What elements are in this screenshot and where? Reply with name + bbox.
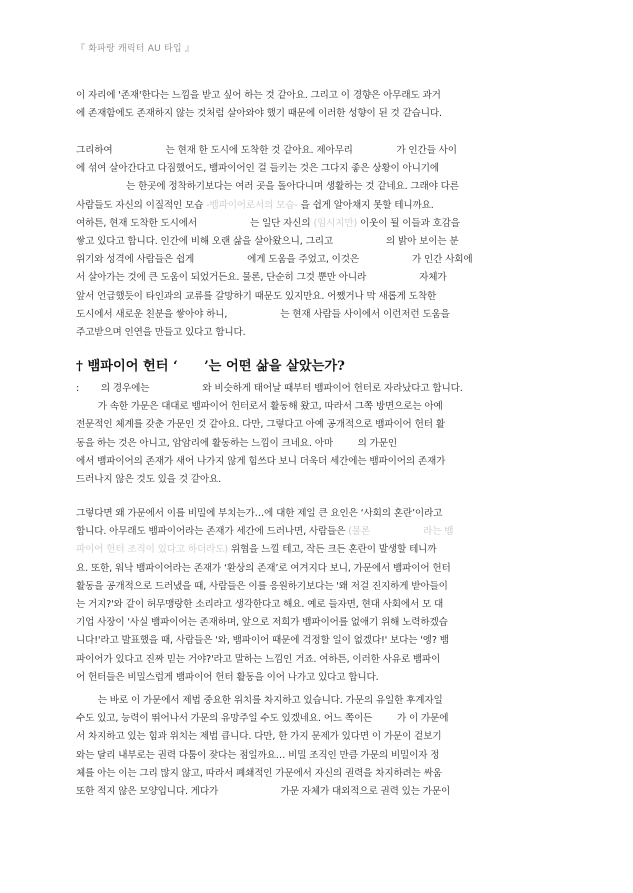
text-line: 주고받으며 인연을 만들고 있다고 합니다.: [76, 327, 246, 339]
text-line: 가 속한 가문은 대대로 뱀파이어 헌터로서 활동해 왔고, 따라서 그쪽 방면으로는 아예: [76, 401, 443, 413]
paragraph-family-position: [76, 692, 558, 801]
text-segment: 위협을 느낄 테고, 작든 크든 혼란이 발생할 테니까: [227, 544, 437, 556]
text-line: 요. 또한, 워낙 뱀파이어라는 존재가 ‘환상의 존재’로 여겨지다 보니, 가문에서 뱀파이어 헌터: [76, 562, 451, 574]
text-line: 파이어가 있다고 진짜 믿는 거야?'라고 말하는 느낌인 거죠. 여하튼, 이러한 사유로 뱀파이: [76, 653, 441, 665]
faded-aside: (물론 라는 뱀: [348, 526, 454, 538]
section-heading: † 뱀파이어 헌터 ‘ ’는 어떤 삶을 살았는가?: [76, 359, 345, 374]
text-line: 위기와 성격에 사람들은 쉽게 에게 도움을 주었고, 이것은 가 인간 사회에: [76, 254, 473, 266]
text-line: 에서 뱀파이어의 존재가 새어 나가지 않게 힘쓰다 보니 더욱더 세간에는 뱀파이어의 존재가: [76, 455, 446, 467]
text-line: 활동을 공개적으로 드러냈을 때, 사람들은 이를 응원하기보다는 '왜 저걸 진지하게 받아들이: [76, 580, 448, 592]
text-line: 는 한곳에 정착하기보다는 여러 곳을 돌아다니며 생활하는 것 같네요. 그래야 다른: [76, 181, 459, 193]
text-line: [76, 523, 558, 541]
text-line: 는 바로 이 가문에서 제법 중요한 위치를 차지하고 있습니다. 가문의 유일한 후계자일: [76, 695, 443, 706]
text-line: [76, 197, 558, 215]
faded-aside: (임시지만): [313, 217, 358, 229]
text-line: 드러나지 않은 것도 있을 것 같아요.: [76, 474, 222, 486]
text-segment: 을 쉽게 알아채지 못할 테니까요.: [297, 199, 434, 211]
text-line: 체를 아는 이는 그리 많지 않고, 따라서 폐쇄적인 가문에서 자신의 권력을 차지하려는 싸움: [76, 767, 442, 779]
faded-aside: 파이어 헌터 조직이 있다고 하더라도): [76, 544, 228, 556]
text-line: 는 거지?'와 같이 허무맹랑한 소리라고 생각한다고 해요. 예로 들자면, 현대 사회에서 모 대: [76, 599, 444, 611]
text-line: [76, 541, 558, 559]
paragraph-hunter-family: [76, 380, 558, 489]
text-line: 쌓고 있다고 합니다. 인간에 비해 오랜 삶을 살아왔으니, 그리고 의 밝아 보이는 분: [76, 236, 459, 248]
text-line: [76, 215, 558, 233]
text-line: 이 자리에 '존재'한다는 느낌을 받고 싶어 하는 것 같아요. 그리고 이 경향은 아무래도 과거: [76, 90, 441, 101]
paragraph-city-arrival: [76, 142, 558, 342]
faded-aside: -뱀파이어로서의 모습-: [206, 199, 298, 211]
text-segment: 합니다. 아무래도 뱀파이어라는 존재가 세간에 드러나면, 사람들은: [76, 526, 349, 538]
paragraph-secrecy: [76, 505, 558, 687]
page-header: 『 화파랑 캐릭터 AU 타입 』: [76, 44, 195, 54]
text-line: 그렇다면 왜 가문에서 이를 비밀에 부치는가…에 대한 제일 큰 요인은 ‘사회의 혼란’이라고: [76, 508, 443, 519]
paragraph-intro: [76, 87, 558, 123]
text-line: 서 차지하고 있는 힘과 위치는 제법 큽니다. 다만, 한 가지 문제가 있다면 이 가문이 겉보기: [76, 731, 442, 743]
text-line: 와는 달리 내부로는 권력 다툼이 잦다는 점일까요… 비밀 조직인 만큼 가문의 비밀이자 정: [76, 749, 440, 761]
text-line: 그리하여 는 현재 한 도시에 도착한 것 같아요. 제아무리 가 인간들 사이: [76, 145, 457, 156]
text-line: 에 섞여 살아간다고 다짐했어도, 뱀파이어인 걸 들키는 것은 그다지 좋은 상황이 아니기에: [76, 163, 440, 175]
text-line: : 의 경우에는 와 비슷하게 태어날 때부터 뱀파이어 헌터로 자라났다고 합니다.: [76, 383, 463, 394]
text-line: 서 살아가는 것에 큰 도움이 되었거든요. 물론, 단순히 그것 뿐만 아니라 자체가: [76, 272, 447, 284]
text-line: 어 헌터들은 비밀스럽게 뱀파이어 헌터 활동을 이어 나가고 있다고 합니다.: [76, 671, 379, 683]
text-line: 전문적인 체계를 갖춘 가문인 것 같아요. 다만, 그렇다고 아예 공개적으로 뱀파이어 헌터 활: [76, 419, 445, 431]
text-line: 기업 사장이 '사실 뱀파이어는 존재하며, 앞으로 저희가 뱀파이어를 없애기 위해 노력하겠습: [76, 617, 448, 629]
text-line: 니다!'라고 발표했을 때, 사람들은 '와, 뱀파이어 때문에 걱정할 일이 없겠다!' 보다는 '엥? 뱀: [76, 635, 449, 647]
text-line: 수도 있고, 능력이 뛰어나서 가문의 유망주일 수도 있겠네요. 어느 쪽이든 가 이 가문에: [76, 713, 449, 725]
text-line: 앞서 언급했듯이 타인과의 교류를 갈망하기 때문도 있지만요. 어쨌거나 막 새롭게 도착한: [76, 290, 437, 302]
text-line: 또한 적지 않은 모양입니다. 게다가 가문 자체가 대외적으로 권력 있는 가문이: [76, 786, 451, 798]
text-segment: 여하튼, 현재 도착한 도시에서 는 일단 자신의: [76, 217, 314, 229]
text-line: 에 존재함에도 존재하지 않는 것처럼 살아와야 했기 때문에 이러한 성향이 된 것 같습니다.: [76, 108, 442, 120]
text-segment: 이웃이 될 이들과 호감을: [357, 217, 460, 229]
text-line: 동을 하는 것은 아니고, 암암리에 활동하는 느낌이 크네요. 아마 의 가문인: [76, 437, 397, 449]
text-segment: 사람들도 자신의 이질적인 모습: [76, 199, 207, 211]
text-line: 도시에서 새로운 친분을 쌓아야 하니, 는 현재 사람들 사이에서 이런저런 도움을: [76, 308, 450, 320]
